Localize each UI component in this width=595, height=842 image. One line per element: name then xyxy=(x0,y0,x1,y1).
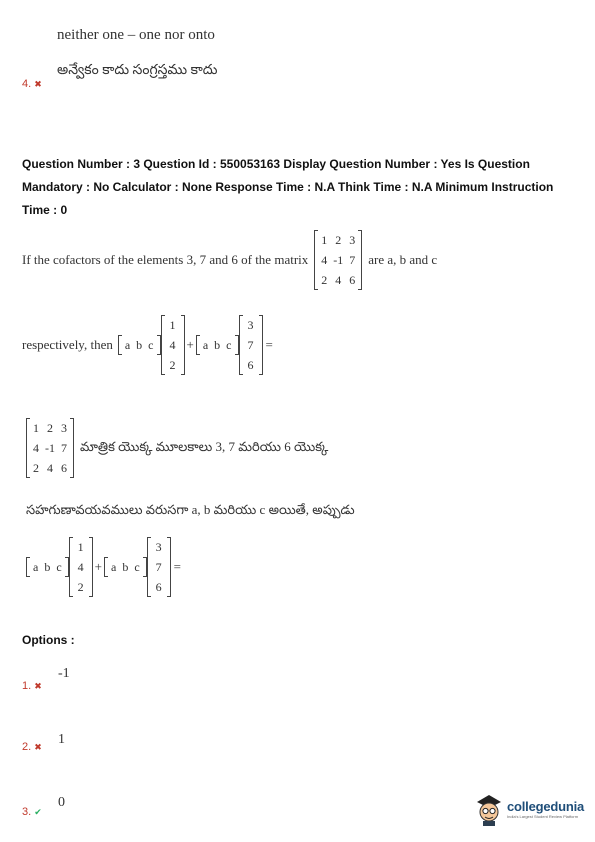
expression-english xyxy=(22,315,273,375)
cross-icon: ✖ xyxy=(34,681,42,691)
equals-sign: = xyxy=(265,337,273,352)
question-telugu xyxy=(26,418,328,478)
prev-option-number: 4. ✖ xyxy=(22,78,42,90)
prev-option-english: neither one – one nor onto xyxy=(57,27,215,43)
telugu-line-2: సహగుణావయవములు వరుసగా a, b మరియు c అయితే, అప్పుడు xyxy=(26,502,355,517)
cross-icon: ✖ xyxy=(34,79,42,89)
column-vector-1: 1 4 2 xyxy=(161,315,185,375)
column-vector-2: 3 7 6 xyxy=(239,315,263,375)
options-label: Options : xyxy=(22,633,75,647)
logo-tagline: India's Largest Student Review Platform xyxy=(507,814,579,819)
question-text-after: are a, b and c xyxy=(368,252,438,267)
column-vector-1: 1 4 2 xyxy=(69,537,93,597)
prev-option-telugu: అన్వేకం కాదు సంగ్రస్తము కాదు xyxy=(57,63,218,78)
option-2-number: 2. ✖ xyxy=(22,741,42,753)
row-vector: a b c xyxy=(26,557,69,577)
check-icon: ✔ xyxy=(34,807,42,817)
option-3-value: 0 xyxy=(58,795,65,810)
row-vector: a b c xyxy=(118,335,161,355)
matrix-A-telugu: 1 2 3 4 -1 7 2 4 6 xyxy=(26,418,74,478)
telugu-matrix-text: మాత్రిక యొక్క మూలకాలు 3, 7 మరియు 6 యొక్క xyxy=(80,438,329,454)
equals-sign: = xyxy=(173,559,181,574)
plus-sign: + xyxy=(186,337,194,352)
row-vector: a b c xyxy=(104,557,147,577)
logo-name: collegedunia xyxy=(507,799,585,814)
expression-telugu xyxy=(26,537,181,597)
mascot-icon xyxy=(474,792,504,826)
collegedunia-logo xyxy=(474,792,584,826)
respectively-text: respectively, then xyxy=(22,337,113,352)
question-text-before: If the cofactors of the elements 3, 7 and 6 of the matrix xyxy=(22,252,309,267)
matrix-A: 1 2 3 4 -1 7 2 4 6 xyxy=(314,230,362,290)
option-1-number: 1. ✖ xyxy=(22,680,42,692)
cross-icon: ✖ xyxy=(34,742,42,752)
question-english xyxy=(22,230,437,290)
plus-sign: + xyxy=(94,559,102,574)
row-vector: a b c xyxy=(196,335,239,355)
option-3-number: 3. ✔ xyxy=(22,806,42,818)
option-1-value: -1 xyxy=(58,666,70,681)
question-meta: Question Number : 3 Question Id : 550053163 Display Question Number : Yes Is Question Mandatory : No Calculator : None Response Time : N.A Think Time : N.A Minimum Instruction Time : 0 xyxy=(22,157,554,217)
option-2-value: 1 xyxy=(58,732,65,747)
column-vector-2: 3 7 6 xyxy=(147,537,171,597)
